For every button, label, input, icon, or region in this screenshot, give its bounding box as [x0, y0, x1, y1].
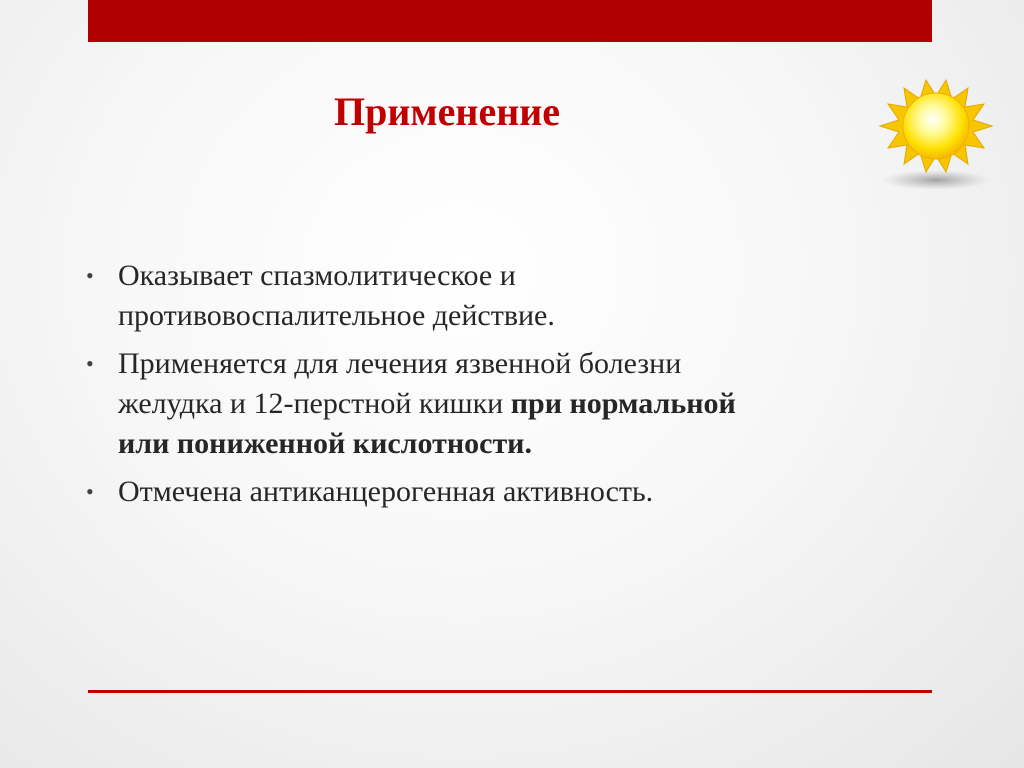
- bullet-bold-text: при нормальной или пониженной кислотности.: [118, 387, 736, 460]
- list-item: [84, 344, 784, 464]
- bullet-marker: •: [86, 479, 94, 504]
- top-accent-bar: [88, 0, 932, 42]
- bottom-divider: [88, 690, 932, 693]
- bullet-text: Применяется для лечения язвенной болезни желудка и 12-перстной кишки: [118, 347, 682, 420]
- bullet-text: Отмечена антиканцерогенная активность.: [118, 475, 654, 508]
- bullet-marker: •: [86, 263, 94, 288]
- bullet-list: [84, 256, 784, 520]
- sun-icon: [872, 64, 1000, 196]
- slide-title: Применение: [334, 89, 561, 134]
- bullet-text: Оказывает спазмолитическое и противовоспалительное действие.: [118, 259, 555, 332]
- list-item: [84, 256, 784, 336]
- list-item: [84, 472, 784, 512]
- bullet-marker: •: [86, 351, 94, 376]
